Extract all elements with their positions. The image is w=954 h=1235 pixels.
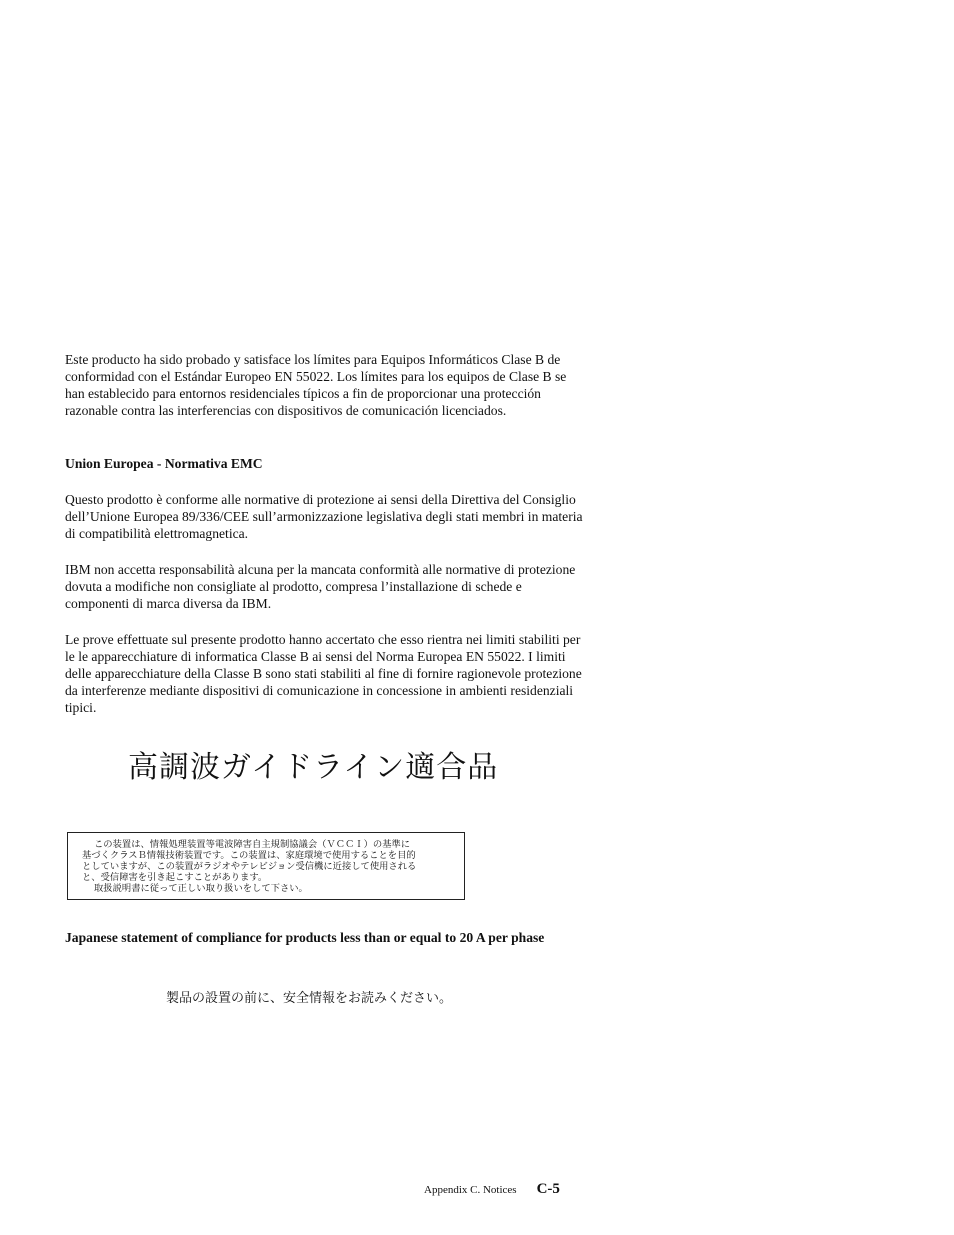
vcci-statement-box — [67, 832, 465, 900]
vcci-line: この装置は、情報処理装置等電波障害自主規制協議会（ＶＣＣＩ）の基準に — [94, 839, 411, 850]
spanish-paragraph: Este producto ha sido probado y satisface los límites para Equipos Informáticos Clase B de conformidad con el Estándar Europeo EN 55022. Los límites para los equipos de Clase B se han establecido para entornos residenciales típicos a fin de proporcionar una protección razonable contra las interferencias con dispositivos de comunicación licenciados. — [65, 352, 567, 418]
heading-union-europea: Union Europea - Normativa EMC — [65, 456, 263, 471]
page-footer — [424, 1180, 560, 1198]
vcci-line: 基づくクラスＢ情報技術装置です。この装置は、家庭環境で使用することを目的 — [82, 850, 416, 861]
japanese-harmonics-title: 高調波ガイドライン適合品 — [128, 750, 499, 785]
footer-label: Appendix C. Notices — [424, 1184, 517, 1196]
italian-paragraph-2: IBM non accetta responsabilità alcuna per la mancata conformità alle normative di protezione dovuta a modifiche non consigliate al prodotto, compresa l’installazione di schede e componenti di marca diversa da IBM. — [65, 562, 576, 611]
japanese-safety-line: 製品の設置の前に、安全情報をお読みください。 — [166, 991, 453, 1006]
italian-paragraph-1: Questo prodotto è conforme alle normative di protezione ai sensi della Direttiva del Consiglio dell’Unione Europea 89/336/CEE sull’armonizzazione legislativa degli stati membri in materia di compatibilità elettromagnetica. — [65, 492, 583, 541]
page-number: C-5 — [536, 1181, 560, 1197]
heading-japanese-statement: Japanese statement of compliance for products less than or equal to 20 A per phase — [65, 930, 545, 945]
italian-paragraph-3: Le prove effettuate sul presente prodotto hanno accertato che esso rientra nei limiti stabiliti per le le apparecchiature di informatica Classe B ai sensi del Norma Europea EN 55022. I limiti delle apparecchiature della Classe B sono stati stabiliti al fine di fornire ragionevole protezione da interferenze mediante dispositivi di comunicazione in concessione in ambienti residenziali tipici. — [65, 632, 582, 715]
vcci-line: としていますが、この装置がラジオやテレビジョン受信機に近接して使用される — [82, 861, 417, 872]
vcci-line: と、受信障害を引き起こすことがあります。 — [82, 872, 268, 883]
vcci-line: 取扱説明書に従って正しい取り扱いをして下さい。 — [94, 883, 308, 894]
